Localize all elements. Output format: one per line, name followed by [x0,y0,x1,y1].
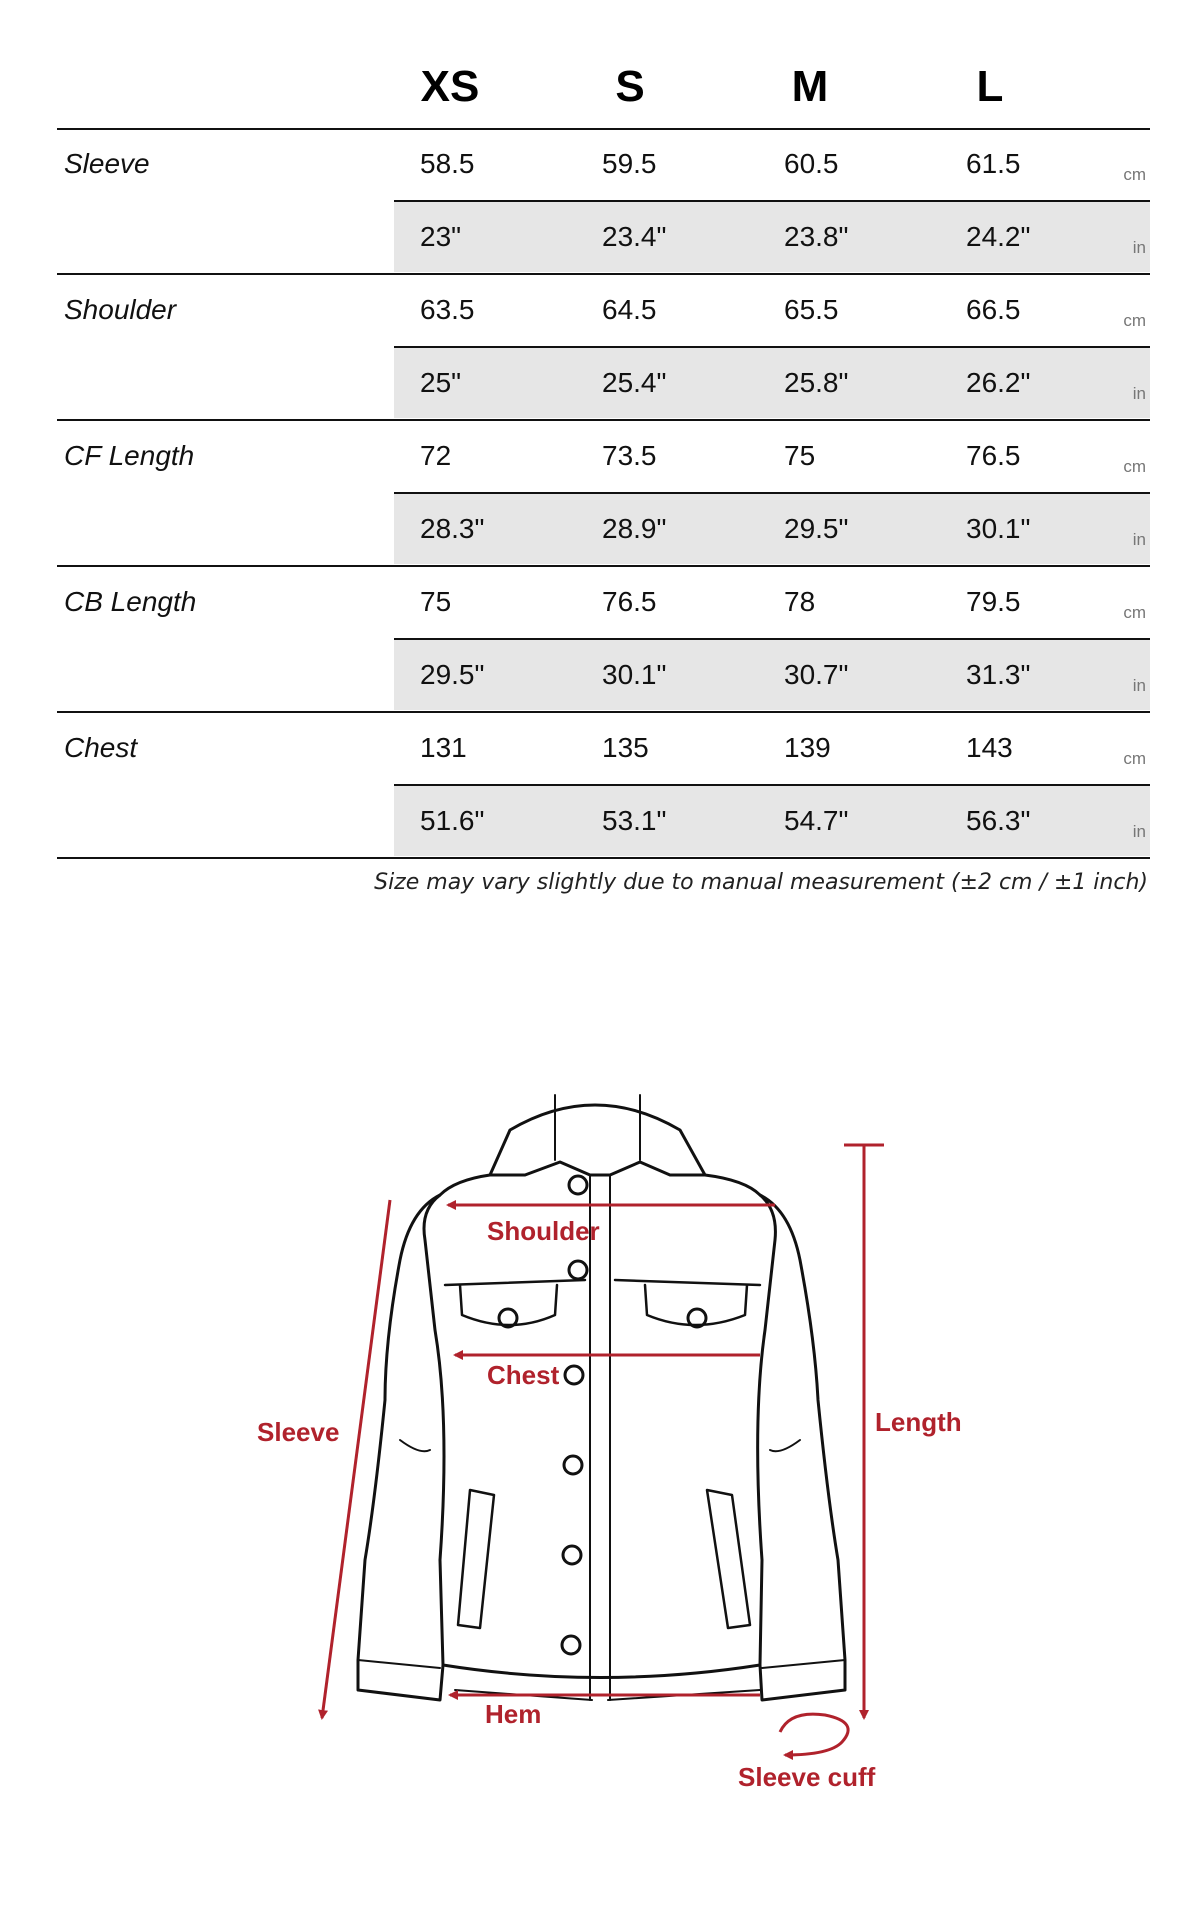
cell-chest-cm-xs: 131 [420,732,467,763]
unit-in-cf-length: in [1132,530,1146,549]
unit-cm-shoulder: cm [1123,311,1146,330]
cell-shoulder-in-xs: 25" [420,367,462,398]
cell-chest-in-s: 53.1" [602,805,667,836]
cell-cb-length-cm-xs: 75 [420,586,452,617]
cell-sleeve-cm-s: 59.5 [602,148,657,179]
cell-chest-cm-l: 143 [966,732,1013,763]
unit-cm-cb-length: cm [1123,603,1146,622]
cell-chest-cm-m: 139 [784,732,831,763]
cell-cb-length-cm-l: 79.5 [966,586,1021,617]
cell-cf-length-in-xs: 28.3" [420,513,485,544]
sleeve-label: Sleeve [257,1417,340,1447]
cell-cf-length-in-l: 30.1" [966,513,1031,544]
cell-cb-length-in-m: 30.7" [784,659,849,690]
cell-chest-in-m: 54.7" [784,805,849,836]
hem-label: Hem [485,1699,542,1729]
unit-in-shoulder: in [1132,384,1146,403]
cell-cb-length-in-l: 31.3" [966,659,1031,690]
cell-sleeve-cm-m: 60.5 [784,148,839,179]
chest-label: Chest [487,1360,560,1390]
row-label-chest: Chest [64,732,138,763]
unit-cm-cf-length: cm [1123,457,1146,476]
cell-shoulder-cm-xs: 63.5 [420,294,475,325]
cell-cb-length-cm-m: 78 [784,586,816,617]
shoulder-label: Shoulder [487,1216,600,1246]
cell-cf-length-cm-l: 76.5 [966,440,1021,471]
cell-sleeve-in-s: 23.4" [602,221,667,252]
row-label-cb-length: CB Length [64,586,197,617]
cell-sleeve-cm-xs: 58.5 [420,148,475,179]
cell-sleeve-in-l: 24.2" [966,221,1031,252]
cell-sleeve-cm-l: 61.5 [966,148,1021,179]
row-label-cf-length: CF Length [64,440,195,471]
row-label-sleeve: Sleeve [64,148,150,179]
measurement-note: Size may vary slightly due to manual measurement (±2 cm / ±1 inch) [374,870,1148,895]
row-label-shoulder: Shoulder [64,294,177,325]
sleeve-cuff-label: Sleeve cuff [738,1762,876,1792]
cell-chest-in-xs: 51.6" [420,805,485,836]
cell-cf-length-in-m: 29.5" [784,513,849,544]
size-header-m: M [791,62,829,111]
unit-in-sleeve: in [1132,238,1146,257]
cell-sleeve-in-xs: 23" [420,221,462,252]
unit-cm-sleeve: cm [1123,165,1146,184]
size-header-xs: XS [420,62,480,111]
cell-cb-length-in-xs: 29.5" [420,659,485,690]
cell-cf-length-in-s: 28.9" [602,513,667,544]
cell-cf-length-cm-xs: 72 [420,440,452,471]
jacket-outline [358,1095,845,1700]
cell-sleeve-in-m: 23.8" [784,221,849,252]
size-header-s: S [615,62,645,111]
cell-shoulder-in-l: 26.2" [966,367,1031,398]
cell-shoulder-cm-m: 65.5 [784,294,839,325]
unit-cm-chest: cm [1123,749,1146,768]
cell-shoulder-in-m: 25.8" [784,367,849,398]
cell-shoulder-cm-l: 66.5 [966,294,1021,325]
cell-cb-length-cm-s: 76.5 [602,586,657,617]
cell-chest-cm-s: 135 [602,732,649,763]
cell-shoulder-cm-s: 64.5 [602,294,657,325]
cell-chest-in-l: 56.3" [966,805,1031,836]
cell-cb-length-in-s: 30.1" [602,659,667,690]
unit-in-cb-length: in [1132,676,1146,695]
cell-cf-length-cm-m: 75 [784,440,816,471]
unit-in-chest: in [1132,822,1146,841]
cell-cf-length-cm-s: 73.5 [602,440,657,471]
length-label: Length [875,1407,962,1437]
size-header-l: L [976,62,1004,111]
cell-shoulder-in-s: 25.4" [602,367,667,398]
sleeve-cuff-arrow [780,1714,848,1755]
